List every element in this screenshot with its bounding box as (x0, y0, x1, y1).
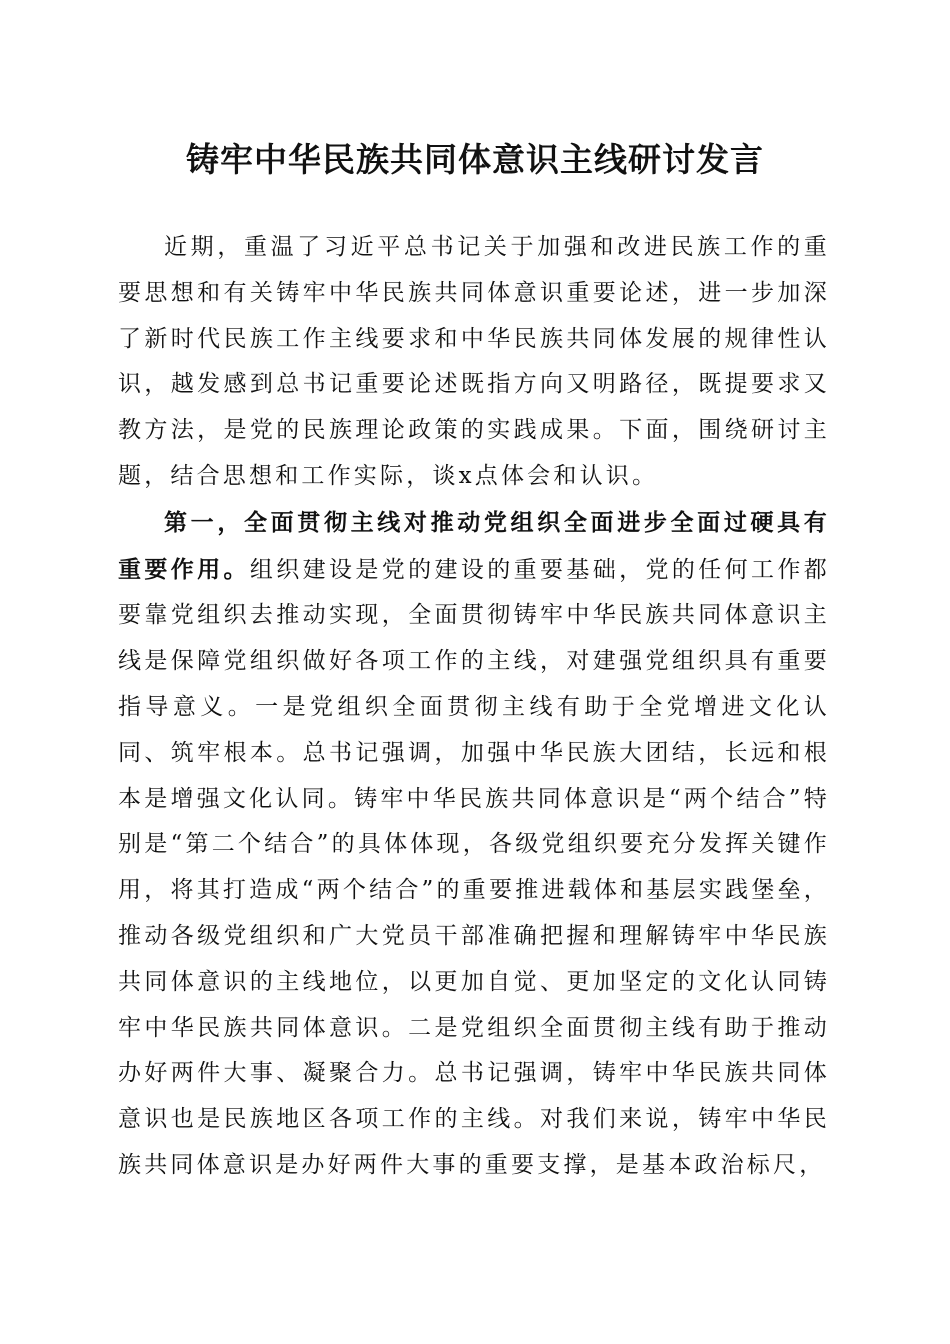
document-title: 铸牢中华民族共同体意识主线研讨发言 (186, 140, 764, 179)
paragraph-body-text: 组织建设是党的建设的重要基础，党的任何工作都要靠党组织去推动实现，全面贯彻铸牢中华民族共同体意识主线是保障党组织做好各项工作的主线，对建强党组织具有重要指导意义。一是党组织全面贯彻主线有助于全党增进文化认同、筑牢根本。总书记强调，加强中华民族大团结，长远和根本是增强文化认同。铸牢中华民族共同体意识是“两个结合”特别是“第二个结合”的具体体现，各级党组织要充分发挥关键作用，将其打造成“两个结合”的重要推进载体和基层实践堡垒，推动各级党组织和广大党员干部准确把握和理解铸牢中华民族共同体意识的主线地位，以更加自觉、更加坚定的文化认同铸牢中华民族共同体意识。二是党组织全面贯彻主线有助于推动办好两件大事、凝聚合力。总书记强调，铸牢中华民族共同体意识也是民族地区各项工作的主线。对我们来说，铸牢中华民族共同体意识是办好两件大事的重要支撑，是基本政治标尺， (118, 556, 831, 1178)
paragraph-lead-sentence: 第一，全面贯彻主线对推动党组织全面进步全面过硬具有重要作用。 (118, 508, 830, 583)
document-body (118, 225, 830, 1189)
paragraph-first-point (118, 500, 830, 1189)
paragraph-intro: 近期，重温了习近平总书记关于加强和改进民族工作的重要思想和有关铸牢中华民族共同体意识重要论述，进一步加深了新时代民族工作主线要求和中华民族共同体发展的规律性认识，越发感到总书记重要论述既指方向又明路径，既提要求又教方法，是党的民族理论政策的实践成果。下面，围绕研讨主题，结合思想和工作实际，谈x点体会和认识。 (118, 234, 830, 489)
